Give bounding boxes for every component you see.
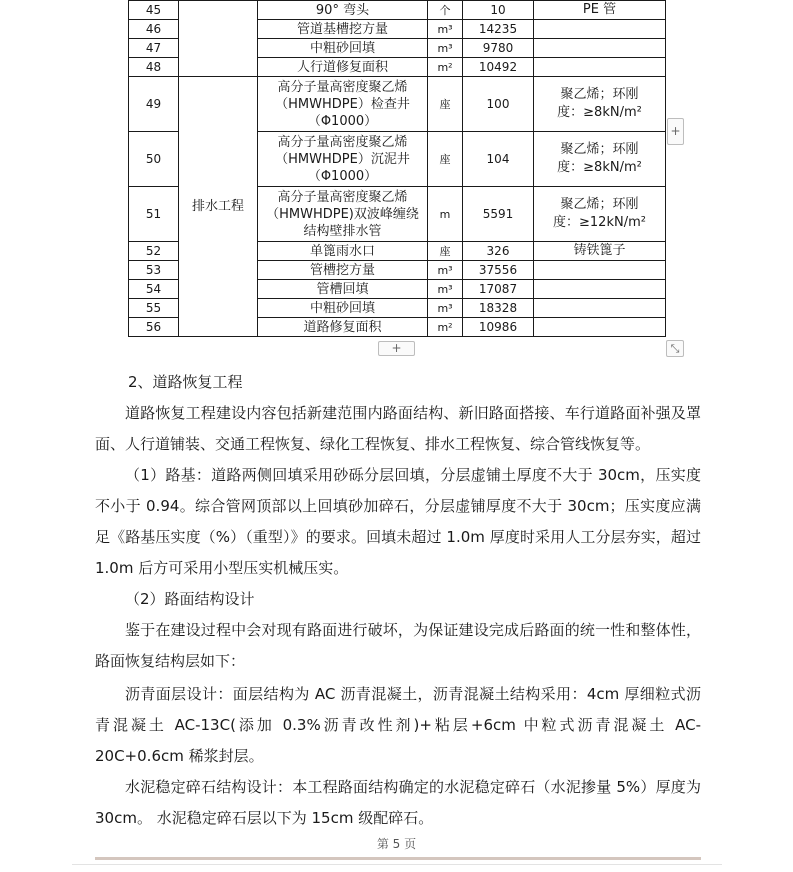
remark-cell [534,280,666,299]
add-row-button[interactable]: + [378,341,415,356]
quantity-cell: 37556 [463,261,534,280]
quantity-cell: 10492 [463,58,534,77]
remark-cell [534,318,666,337]
quantity-cell: 326 [463,242,534,261]
page-number: 第 5 页 [376,837,417,851]
item-name-cell: 高分子量高密度聚乙烯（HMWHDPE）沉泥井（Φ1000） [258,132,428,187]
unit-cell: 个 [428,1,463,20]
row-number-cell: 48 [129,58,179,77]
remark-cell: 聚乙烯；环刚度：≥12kN/m² [534,187,666,242]
category-cell-drainage: 排水工程 [179,77,258,337]
item-name-cell: 中粗砂回填 [258,299,428,318]
remark-cell [534,261,666,280]
item-name-cell: 管道基槽挖方量 [258,20,428,39]
unit-cell: m³ [428,299,463,318]
row-number-cell: 46 [129,20,179,39]
item-name-cell: 90° 弯头 [258,1,428,20]
remark-cell: PE 管 [534,1,666,20]
row-number-cell: 47 [129,39,179,58]
table-row [129,1,666,20]
unit-cell: m³ [428,39,463,58]
item-name-cell: 中粗砂回填 [258,39,428,58]
quantity-cell: 10986 [463,318,534,337]
category-cell-empty [179,1,258,77]
add-column-button[interactable]: + [667,118,684,145]
quantity-cell: 100 [463,77,534,132]
row-number-cell: 54 [129,280,179,299]
item-name-cell: 单篦雨水口 [258,242,428,261]
row-number-cell: 45 [129,1,179,20]
row-number-cell: 55 [129,299,179,318]
unit-cell: m² [428,318,463,337]
paragraph-pavement-intro: 鉴于在建设过程中会对现有路面进行破坏，为保证建设完成后路面的统一性和整体性，路面恢复结构层如下： [95,621,701,670]
table-resize-handle[interactable]: ⤡ [666,340,684,357]
row-number-cell: 50 [129,132,179,187]
item-name-cell: 人行道修复面积 [258,58,428,77]
item-name-cell: 管槽挖方量 [258,261,428,280]
row-number-cell: 49 [129,77,179,132]
remark-cell: 聚乙烯；环刚度：≥8kN/m² [534,132,666,187]
remark-cell [534,58,666,77]
unit-cell: m³ [428,261,463,280]
unit-cell: 座 [428,132,463,187]
section-heading: 2、道路恢复工程 [128,373,243,391]
unit-cell: m³ [428,20,463,39]
row-number-cell: 51 [129,187,179,242]
paragraph-scope: 道路恢复工程建设内容包括新建范围内路面结构、新旧路面搭接、车行道路面补强及罩面、人行道铺装、交通工程恢复、绿化工程恢复、排水工程恢复、综合管线恢复等。 [95,404,701,453]
unit-cell: m³ [428,280,463,299]
paragraph-cement-layer: 水泥稳定碎石结构设计：本工程路面结构确定的水泥稳定碎石（水泥掺量 5%）厚度为 30cm。 水泥稳定碎石层以下为 15cm 级配碎石。 [95,778,701,827]
quantity-cell: 18328 [463,299,534,318]
quantity-cell: 17087 [463,280,534,299]
remark-cell [534,20,666,39]
quantity-cell: 9780 [463,39,534,58]
remark-cell: 聚乙烯；环刚度：≥8kN/m² [534,77,666,132]
remark-cell [534,299,666,318]
remark-cell [534,39,666,58]
row-number-cell: 52 [129,242,179,261]
row-number-cell: 53 [129,261,179,280]
unit-cell: 座 [428,77,463,132]
row-number-cell: 56 [129,318,179,337]
item-name-cell: 高分子量高密度聚乙烯（HMWHDPE）检查井（Φ1000） [258,77,428,132]
quantity-table [128,0,666,337]
quantity-cell: 104 [463,132,534,187]
item-name-cell: 管槽回填 [258,280,428,299]
paragraph-subgrade: （1）路基：道路两侧回填采用砂砾分层回填，分层虚铺土厚度不大于 30cm，压实度不小于 0.94。综合管网顶部以上回填砂加碎石，分层虚铺厚度不大于 30cm；压实度应满足《路基压实度（%）（重型）》的要求。回填未超过 1.0m 厚度时采用人工分层夯实，超过 1.0m 后方可采用小型压实机械压实。 [95,466,701,577]
quantity-cell: 14235 [463,20,534,39]
unit-cell: m [428,187,463,242]
footer-divider [95,857,701,860]
item-name-cell: 高分子量高密度聚乙烯（HMWHDPE)双波峰缠绕结构壁排水管 [258,187,428,242]
unit-cell: m² [428,58,463,77]
quantity-cell: 10 [463,1,534,20]
quantity-cell: 5591 [463,187,534,242]
table-row [129,77,666,132]
paragraph-asphalt-layer: 沥青面层设计：面层结构为 AC 沥青混凝土，沥青混凝土结构采用：4cm 厚细粒式沥青混凝土 AC-13C(添加 0.3%沥青改性剂)+粘层+6cm 中粒式沥青混凝土 AC-20C+0.6cm 稀浆封层。 [95,685,701,765]
remark-cell: 铸铁篦子 [534,242,666,261]
subheading-pavement-design: （2）路面结构设计 [125,590,255,608]
page-bottom-edge [72,864,722,865]
item-name-cell: 道路修复面积 [258,318,428,337]
unit-cell: 座 [428,242,463,261]
